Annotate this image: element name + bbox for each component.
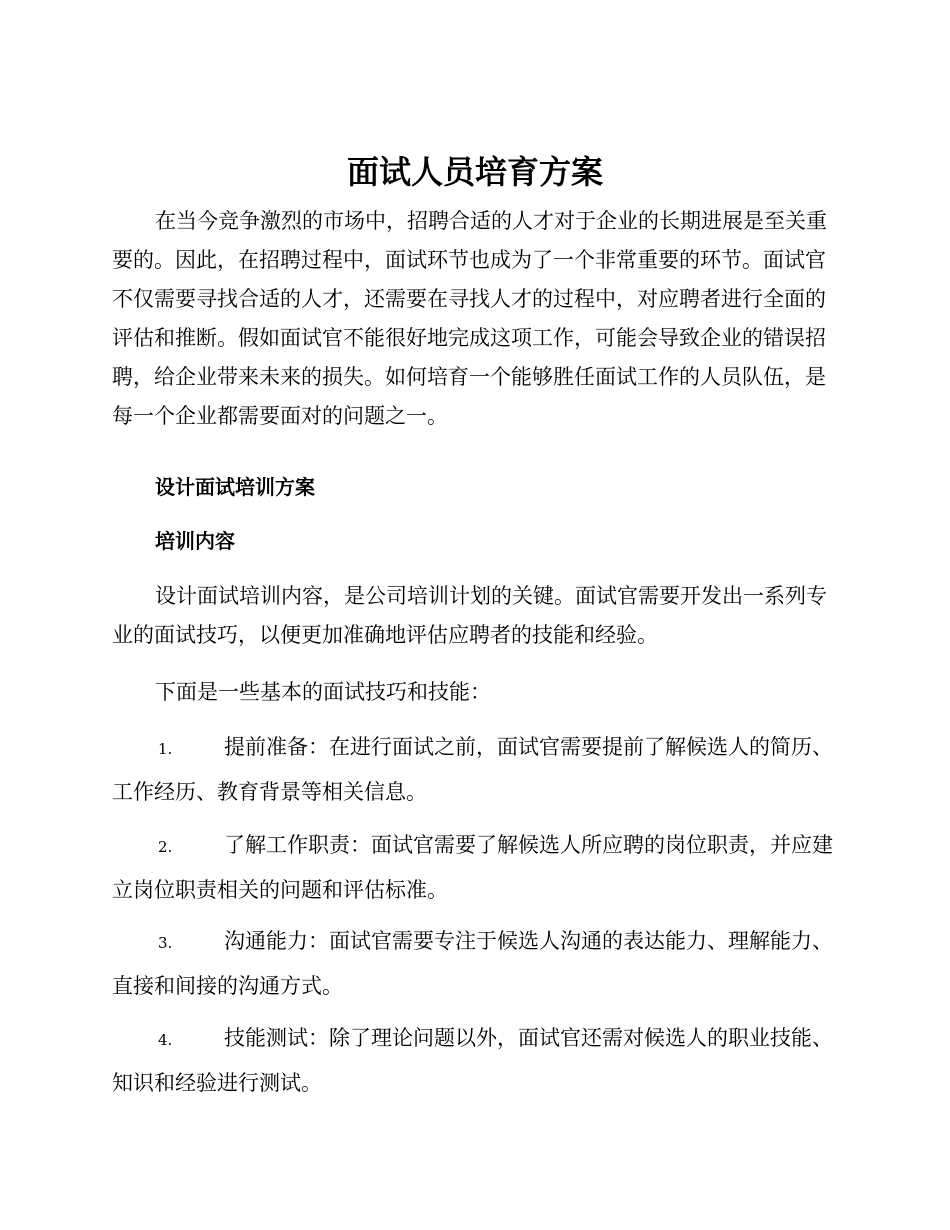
list-item-text: 了解工作职责：面试官需要了解候选人所应聘的岗位职责，并应建立岗位职责相关的问题和评估标准。 <box>112 833 833 902</box>
subsection-heading: 培训内容 <box>155 529 235 553</box>
list-item <box>112 824 838 912</box>
list-item <box>112 1017 838 1105</box>
list-item <box>112 920 838 1008</box>
list-item-text: 沟通能力：面试官需要专注于候选人沟通的表达能力、理解能力、直接和间接的沟通方式。 <box>112 929 833 998</box>
list-item-text: 提前准备：在进行面试之前，面试官需要提前了解候选人的简历、工作经历、教育背景等相关信息。 <box>112 735 833 804</box>
list-item-number: 4. <box>158 1031 173 1049</box>
list-item <box>112 726 838 814</box>
document-title: 面试人员培育方案 <box>346 153 603 191</box>
intro-paragraph: 在当今竞争激烈的市场中，招聘合适的人才对于企业的长期进展是至关重要的。因此，在招聘过程中，面试环节也成为了一个非常重要的环节。面试官不仅需要寻找合适的人才，还需要在寻找人才的过程中，对应聘者进行全面的评估和推断。假如面试官不能很好地完成这项工作，可能会导致企业的错误招聘，给企业带来未来的损失。如何培育一个能够胜任面试工作的人员队伍，是每一个企业都需要面对的问题之一。 <box>112 209 827 428</box>
list-intro-paragraph: 下面是一些基本的面试技巧和技能： <box>155 680 491 704</box>
section-heading: 设计面试培训方案 <box>155 475 315 499</box>
list-item-text: 技能测试：除了理论问题以外，面试官还需对候选人的职业技能、知识和经验进行测试。 <box>112 1026 833 1095</box>
content-paragraph: 设计面试培训内容，是公司培训计划的关键。面试官需要开发出一系列专业的面试技巧，以便更加准确地评估应聘者的技能和经验。 <box>112 584 827 647</box>
list-item-number: 2. <box>158 838 173 856</box>
list-item-number: 1. <box>158 740 173 758</box>
list-item-number: 3. <box>158 934 173 952</box>
